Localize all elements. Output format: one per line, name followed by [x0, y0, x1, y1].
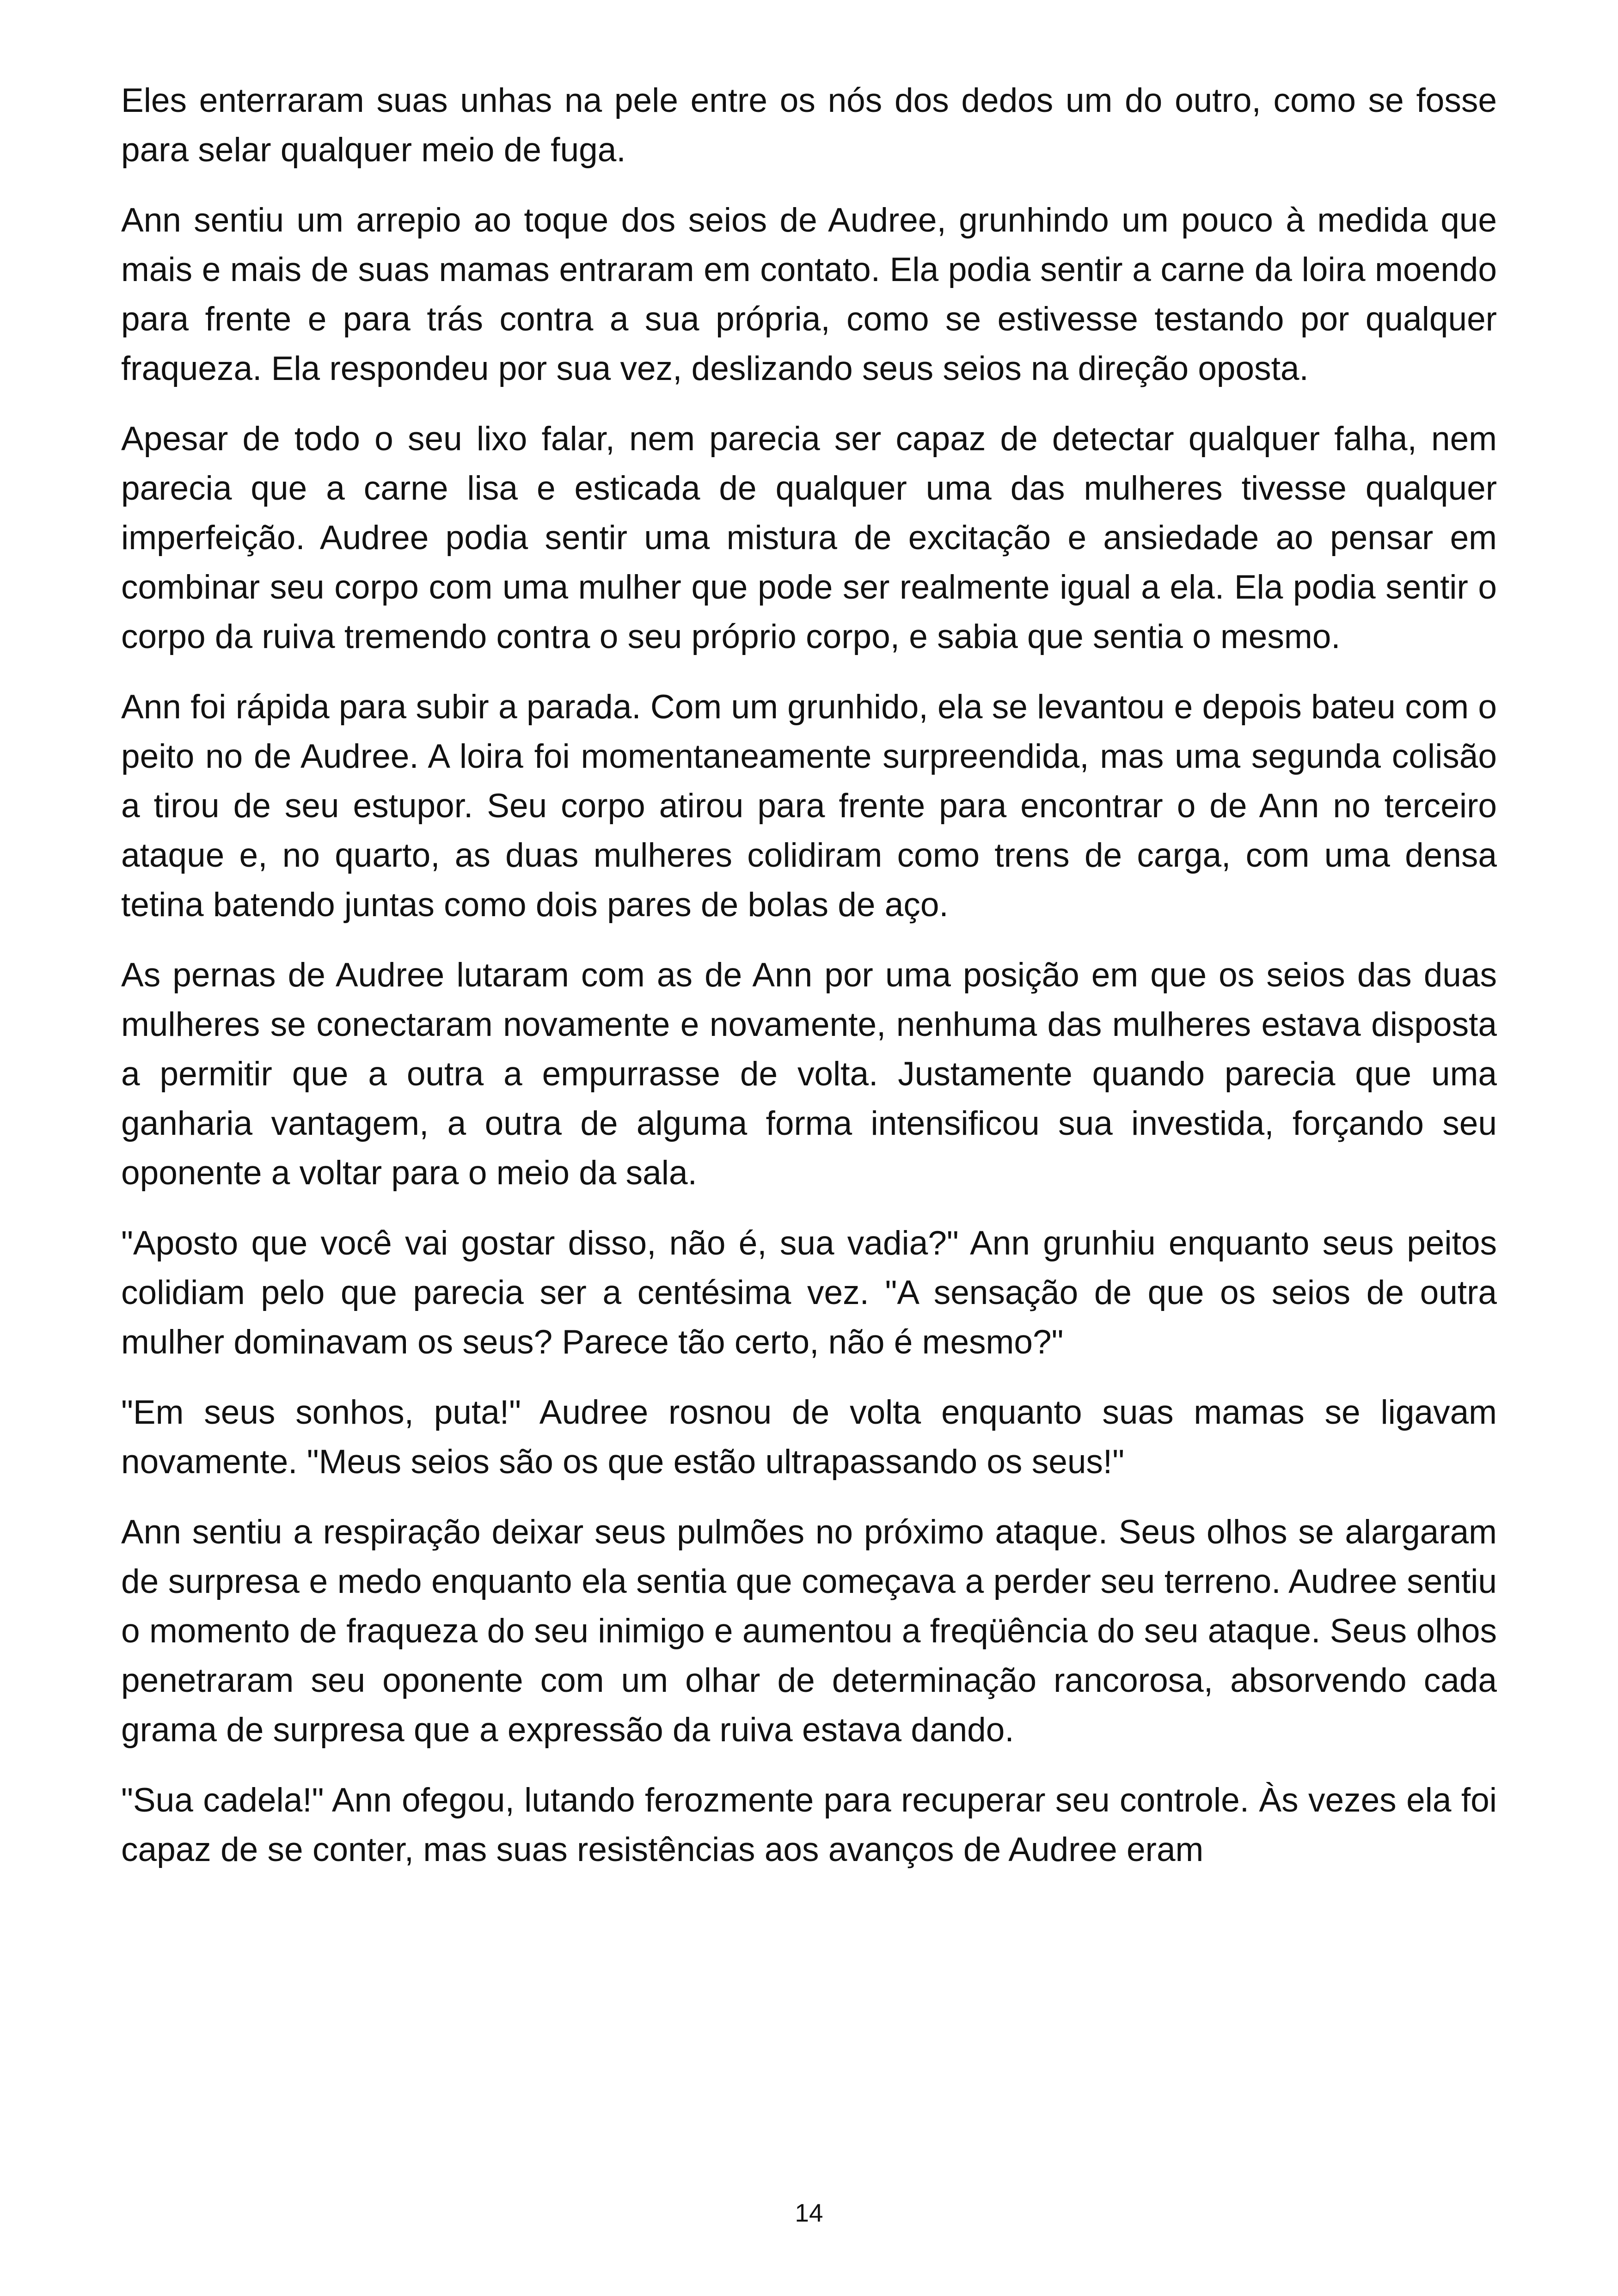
paragraph: Ann sentiu a respiração deixar seus pulmões no próximo ataque. Seus olhos se alargaram de surpresa e medo enquanto ela sentia que começava a perder seu terreno. Audree sentiu o momento de fraqueza do seu inimigo e aumentou a freqüência do seu ataque. Seus olhos penetraram seu oponente com um olhar de determinação rancorosa, absorvendo cada grama de surpresa que a expressão da ruiva estava dando.: [121, 1513, 1497, 1749]
paragraph: "Em seus sonhos, puta!" Audree rosnou de volta enquanto suas mamas se ligavam novamente. "Meus seios são os que estão ultrapassando os seus!": [121, 1394, 1497, 1481]
paragraph: Ann sentiu um arrepio ao toque dos seios de Audree, grunhindo um pouco à medida que mais e mais de suas mamas entraram em contato. Ela podia sentir a carne da loira moendo para frente e para trás contra a sua própria, como se estivesse testando por qualquer fraqueza. Ela respondeu por sua vez, deslizando seus seios na direção oposta.: [121, 202, 1497, 387]
body-text: [121, 76, 1497, 1895]
page-number: 14: [795, 2198, 823, 2227]
paragraph: As pernas de Audree lutaram com as de Ann por uma posição em que os seios das duas mulheres se conectaram novamente e novamente, nenhuma das mulheres estava disposta a permitir que a outra a empurrasse de volta. Justamente quando parecia que uma ganharia vantagem, a outra de alguma forma intensificou sua investida, forçando seu oponente a voltar para o meio da sala.: [121, 956, 1497, 1192]
paragraph: Eles enterraram suas unhas na pele entre os nós dos dedos um do outro, como se fosse para selar qualquer meio de fuga.: [121, 82, 1497, 169]
paragraph: Ann foi rápida para subir a parada. Com um grunhido, ela se levantou e depois bateu com o peito no de Audree. A loira foi momentaneamente surpreendida, mas uma segunda colisão a tirou de seu estupor. Seu corpo atirou para frente para encontrar o de Ann no terceiro ataque e, no quarto, as duas mulheres colidiram como trens de carga, com uma densa tetina batendo juntas como dois pares de bolas de aço.: [121, 688, 1497, 924]
paragraph: Apesar de todo o seu lixo falar, nem parecia ser capaz de detectar qualquer falha, nem parecia que a carne lisa e esticada de qualquer uma das mulheres tivesse qualquer imperfeição. Audree podia sentir uma mistura de excitação e ansiedade ao pensar em combinar seu corpo com uma mulher que pode ser realmente igual a ela. Ela podia sentir o corpo da ruiva tremendo contra o seu próprio corpo, e sabia que sentia o mesmo.: [121, 420, 1497, 655]
paragraph: "Sua cadela!" Ann ofegou, lutando ferozmente para recuperar seu controle. Às vezes ela foi capaz de se conter, mas suas resistências aos avanços de Audree eram: [121, 1782, 1497, 1868]
paragraph: "Aposto que você vai gostar disso, não é, sua vadia?" Ann grunhiu enquanto seus peitos colidiam pelo que parecia ser a centésima vez. "A sensação de que os seios de outra mulher dominavam os seus? Parece tão certo, não é mesmo?": [121, 1225, 1497, 1361]
